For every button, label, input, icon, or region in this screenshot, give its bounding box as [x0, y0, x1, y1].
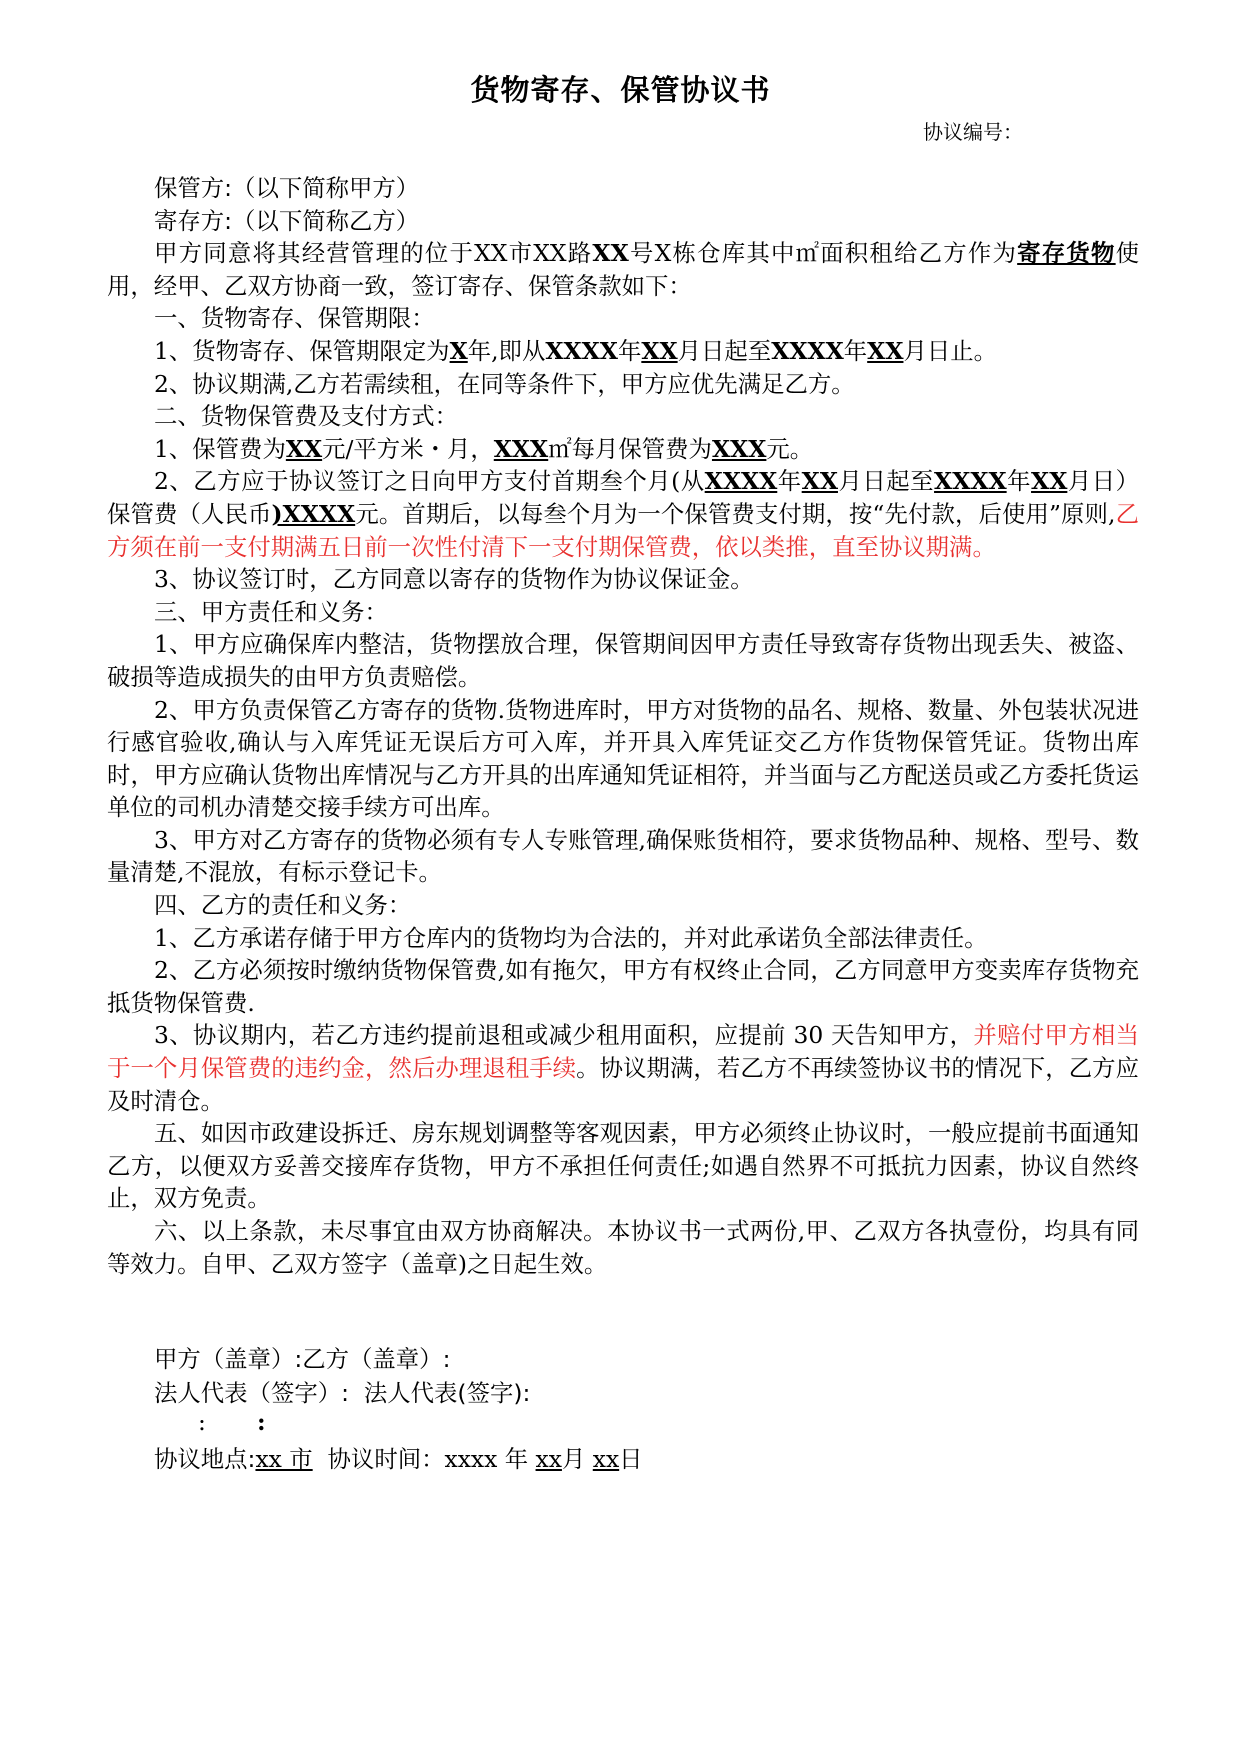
- section-3-clause-3: 3、甲方对乙方寄存的货物必须有专人专账管理,确保账货相符，要求货物品种、规格、型号、数量清楚,不混放，有标示登记卡。: [107, 825, 1139, 887]
- end-month-field: XX: [867, 336, 904, 365]
- place-field: xx 市: [255, 1445, 313, 1473]
- section-3-clause-2: 2、甲方负责保管乙方寄存的货物.货物进库时，甲方对货物的品名、规格、数量、外包装状况进行感官验收,确认与入库凭证无误后方可入库，并开具入库凭证交乙方作货物保管凭证。货物出库时，甲方应确认货物出库情况与乙方开具的出库通知凭证相符，并当面与乙方配送员或乙方委托货运单位的司机办清楚交接手续方可出库。: [107, 695, 1139, 822]
- section-4-clause-1: 1、乙方承诺存储于甲方仓库内的货物均为合法的，并对此承诺负全部法律责任。: [154, 923, 988, 952]
- year-field: xxxx: [444, 1445, 498, 1473]
- section-2-clause-1: 1、保管费为XX元/平方米・月，XXX㎡每月保管费为XXX元。: [154, 434, 814, 463]
- section-2-clause-3: 3、协议签订时，乙方同意以寄存的货物作为协议保证金。: [154, 565, 754, 594]
- keeper-party-line: 保管方:（以下简称甲方）: [154, 174, 420, 202]
- fee-rate-field: XX: [285, 434, 323, 463]
- section-4-clause-3: 3、协议期内，若乙方违约提前退租或减少租用面积，应提前 30 天告知甲方，并赔付甲方相当于一个月保管费的违约金，然后办理退租手续。协议期满，若乙方不再续签协议书的情况下，乙方应及时清仓。: [107, 1021, 1140, 1115]
- first-period-amount: )XXXX: [271, 499, 356, 528]
- place-label: 协议地点:: [154, 1445, 256, 1473]
- purpose-field: 寄存货物: [1017, 239, 1116, 268]
- seal-line: 甲方（盖章）:乙方（盖章）:: [154, 1345, 451, 1373]
- section-1-heading: 一、货物寄存、保管期限：: [154, 304, 435, 333]
- section-3-clause-1: 1、甲方应确保库内整洁，货物摆放合理，保管期间因甲方责任导致寄存货物出现丢失、被盗、破损等造成损失的由甲方负责赔偿。: [107, 630, 1139, 691]
- section-1-clause-2: 2、协议期满,乙方若需续租，在同等条件下，甲方应优先满足乙方。: [154, 369, 855, 398]
- number-field: XX: [592, 239, 629, 268]
- colon-mark-2: :: [257, 1408, 266, 1436]
- agreement-number-label: 协议编号：: [923, 120, 1023, 144]
- document-title: 货物寄存、保管协议书: [470, 73, 771, 107]
- start-year-field: XXXX: [545, 336, 618, 365]
- first-period-start-year: XXXX: [704, 467, 778, 496]
- city-field: XX: [474, 239, 508, 268]
- intro-paragraph: 甲方同意将其经营管理的位于XX市XX路XX号X栋仓库其中㎡面积租给乙方作为寄存货物使用，经甲、乙双方协商一致，签订寄存、保管条款如下：: [107, 239, 1140, 300]
- monthly-fee-field: XXX: [711, 434, 767, 463]
- end-year-field: XXXX: [771, 336, 844, 365]
- first-period-start-month: XX: [801, 467, 838, 496]
- section-6-paragraph: 六、以上条款，未尽事宜由双方协商解决。本协议书一式两份,甲、乙双方各执壹份，均具有同等效力。自甲、乙双方签字（盖章)之日起生效。: [107, 1217, 1139, 1278]
- first-period-end-month: XX: [1031, 467, 1068, 496]
- depositor-party-line: 寄存方:（以下简称乙方）: [154, 206, 420, 235]
- section-4-clause-2: 2、乙方必须按时缴纳货物保管费,如有拖欠，甲方有权终止合同，乙方同意甲方变卖库存货物充抵货物保管费.: [107, 956, 1139, 1017]
- start-month-field: XX: [641, 336, 678, 365]
- section-2-heading: 二、货物保管费及支付方式：: [154, 402, 459, 431]
- section-5-paragraph: 五、如因市政建设拆迁、房东规划调整等客观因素，甲方必须终止协议时，一般应提前书面通知乙方，以便双方妥善交接库存货物，甲方不承担任何责任;如遇自然界不可抵抗力因素，协议自然终止，双方免责。: [107, 1119, 1139, 1213]
- section-2-clause-2: 2、乙方应于协议签订之日向甲方支付首期叁个月(从XXXX年XX月日起至XXXX年XX月日）保管费（人民币)XXXX元。首期后，以每叁个月为一个保管费支付期，按“先付款，后使用”原则,乙方须在前一支付期满五日前一次性付清下一支付期保管费，依以类推，直至协议期满。: [107, 467, 1140, 561]
- first-period-end-year: XXXX: [934, 467, 1007, 496]
- road-field: XX: [533, 239, 567, 268]
- colon-mark-1: :: [198, 1408, 206, 1436]
- section-3-heading: 三、甲方责任和义务：: [154, 597, 388, 626]
- document-body: [107, 172, 1139, 1280]
- area-field: XXX: [493, 434, 549, 463]
- section-1-clause-1: 1、货物寄存、保管期限定为X年,即从XXXX年XX月日起至XXXX年XX月日止。: [154, 336, 998, 365]
- term-years-field: X: [449, 336, 468, 365]
- penalty-note: 并赔付甲方相当于一个月保管费的违约金，然后办理退租手续: [107, 1021, 1140, 1083]
- section-4-heading: 四、乙方的责任和义务：: [154, 891, 412, 920]
- building-field: X: [654, 239, 672, 268]
- place-time-line: 协议地点:xx 市 协议时间：xxxx 年 xx月 xx日: [154, 1445, 643, 1473]
- payment-deadline-note: 乙方须在前一支付期满五日前一次性付清下一支付期保管费，依以类推，直至协议期满。: [107, 499, 1140, 561]
- month-field: xx: [535, 1445, 562, 1473]
- day-field: xx: [592, 1445, 620, 1473]
- time-label: 协议时间：: [327, 1445, 445, 1473]
- representative-line: 法人代表（签字）: 法人代表(签字):: [154, 1379, 531, 1407]
